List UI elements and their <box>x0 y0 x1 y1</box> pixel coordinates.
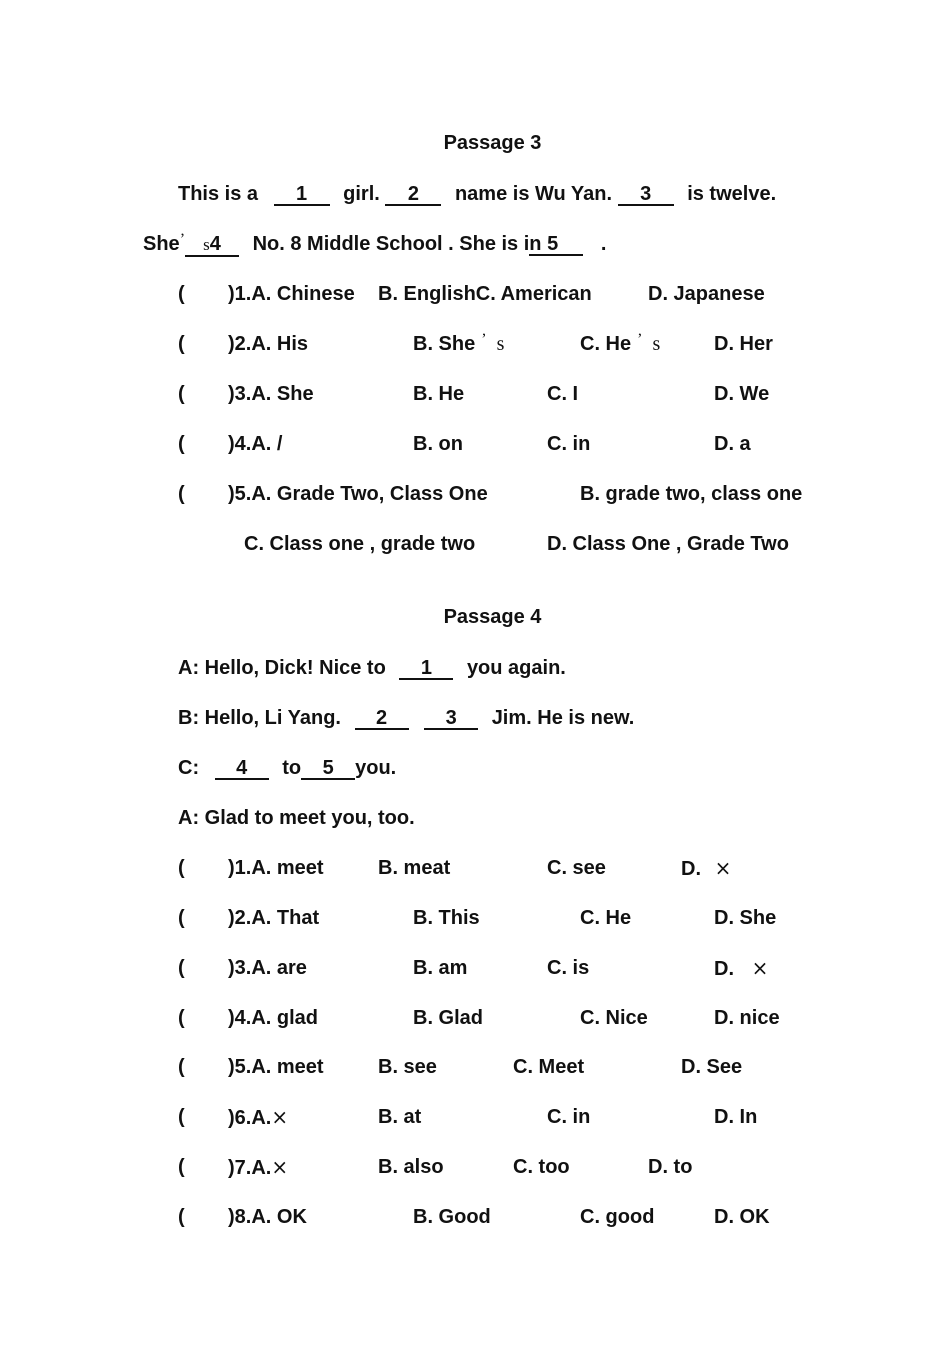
option-b: B. He <box>413 383 465 405</box>
option-b: B. at <box>378 1106 422 1128</box>
option-paren: ( <box>178 1156 185 1178</box>
option-d: D. She <box>714 907 777 929</box>
text: C. He <box>580 333 632 355</box>
option-a: )5.A. meet <box>228 1056 324 1078</box>
dialog-line-a2: A: Glad to meet you, too. <box>178 807 415 829</box>
text: D. <box>681 858 701 880</box>
option-a: )3.A. She <box>228 383 314 405</box>
apostrophe: ’ <box>637 331 643 348</box>
cross-icon: × <box>714 856 732 880</box>
blank-3: 3 <box>424 708 478 730</box>
text: you again. <box>466 657 566 679</box>
text: A: Hello, Dick! Nice to <box>178 657 386 679</box>
option-c: C. in <box>547 433 591 455</box>
option-d: D. OK <box>714 1206 770 1228</box>
dialog-line-a1 <box>178 656 566 680</box>
passage3-text-line2 <box>143 232 606 258</box>
option-b: B. am <box>413 957 468 979</box>
option-c: C. too <box>513 1156 570 1178</box>
text: B: Hello, Li Yang. <box>178 707 341 729</box>
blank-4: 4 <box>215 758 269 780</box>
option-c: C. Class one , grade two <box>244 533 476 555</box>
option-b: B. see <box>378 1056 437 1078</box>
option-a: )3.A. are <box>228 957 307 979</box>
option-d: D. Japanese <box>648 283 765 305</box>
option-paren: ( <box>178 1007 185 1029</box>
text: name is Wu Yan. <box>454 183 613 205</box>
text: D. <box>714 958 734 980</box>
text: s <box>203 235 210 254</box>
option-paren: ( <box>178 333 185 355</box>
text: No. 8 Middle School . She is i <box>252 233 530 255</box>
option-c: C. in <box>547 1106 591 1128</box>
text: )6.A. <box>228 1107 272 1129</box>
apostrophe: ’ <box>481 331 487 348</box>
option-b: B. also <box>378 1156 444 1178</box>
option-d: D. We <box>714 383 770 405</box>
blank-4 <box>185 234 239 257</box>
option-b: B. EnglishC. American <box>378 283 592 305</box>
option-d: D. Her <box>714 333 773 355</box>
option-a <box>228 1155 288 1180</box>
option-d: D. In <box>714 1106 758 1128</box>
text: is twelve. <box>687 183 777 205</box>
option-d <box>681 856 731 881</box>
blank-5: 5 <box>301 758 355 780</box>
option-paren: ( <box>178 857 185 879</box>
option-paren: ( <box>178 1106 185 1128</box>
option-paren: ( <box>178 433 185 455</box>
option-a: )8.A. OK <box>228 1206 307 1228</box>
option-c: C. He <box>580 907 632 929</box>
option-a: )4.A. glad <box>228 1007 319 1029</box>
text: Jim. He is new. <box>491 707 635 729</box>
option-d <box>714 956 768 981</box>
option-a: )5.A. Grade Two, Class One <box>228 483 488 505</box>
option-a: )2.A. His <box>228 333 309 355</box>
option-d: D. nice <box>714 1007 780 1029</box>
blank-2: 2 <box>355 708 409 730</box>
option-a: )1.A. meet <box>228 857 324 879</box>
option-c: C. good <box>580 1206 655 1228</box>
text: This is a <box>178 183 259 205</box>
blank-3: 3 <box>618 184 674 206</box>
option-d: D. See <box>681 1056 743 1078</box>
text: to <box>282 757 302 779</box>
dialog-line-b <box>178 706 634 730</box>
text: you. <box>355 757 397 779</box>
option-b <box>413 332 504 358</box>
option-c: C. is <box>547 957 590 979</box>
blank-2: 2 <box>385 184 441 206</box>
text: She <box>143 233 180 255</box>
option-c: C. I <box>547 383 579 405</box>
cross-icon: × <box>271 1155 289 1179</box>
cross-icon: × <box>271 1105 289 1129</box>
option-c: C. Meet <box>513 1056 585 1078</box>
cross-icon: × <box>751 956 769 980</box>
option-b: B. Glad <box>413 1007 484 1029</box>
text: 4 <box>209 233 221 255</box>
option-a: )2.A. That <box>228 907 320 929</box>
blank-1: 1 <box>399 658 453 680</box>
text: )7.A. <box>228 1157 272 1179</box>
text: . <box>600 233 607 255</box>
option-c: C. Nice <box>580 1007 648 1029</box>
text: s <box>496 333 505 355</box>
option-a: )1.A. Chinese <box>228 283 355 305</box>
option-c: C. see <box>547 857 606 879</box>
option-paren: ( <box>178 957 185 979</box>
option-a <box>228 1105 288 1130</box>
option-b: B. Good <box>413 1206 491 1228</box>
passage3-text-line1 <box>178 182 776 206</box>
text: C: <box>178 757 200 779</box>
passage4-title: Passage 4 <box>443 606 542 628</box>
option-paren: ( <box>178 907 185 929</box>
option-b: B. This <box>413 907 480 929</box>
option-d: D. a <box>714 433 751 455</box>
text: s <box>652 333 661 355</box>
option-b: B. grade two, class one <box>580 483 803 505</box>
option-a: )4.A. / <box>228 433 283 455</box>
option-paren: ( <box>178 483 185 505</box>
passage3-title: Passage 3 <box>443 132 542 154</box>
option-paren: ( <box>178 383 185 405</box>
blank-1: 1 <box>274 184 330 206</box>
dialog-line-c <box>178 756 396 780</box>
apostrophe: ’ <box>179 231 186 248</box>
option-paren: ( <box>178 1056 185 1078</box>
blank-5: n 5 <box>529 234 583 256</box>
option-d: D. Class One , Grade Two <box>547 533 789 555</box>
option-paren: ( <box>178 283 185 305</box>
text: girl. <box>343 183 380 205</box>
option-b: B. meat <box>378 857 451 879</box>
option-b: B. on <box>413 433 463 455</box>
text: B. She <box>413 333 476 355</box>
option-d: D. to <box>648 1156 693 1178</box>
option-c <box>580 332 660 358</box>
option-paren: ( <box>178 1206 185 1228</box>
